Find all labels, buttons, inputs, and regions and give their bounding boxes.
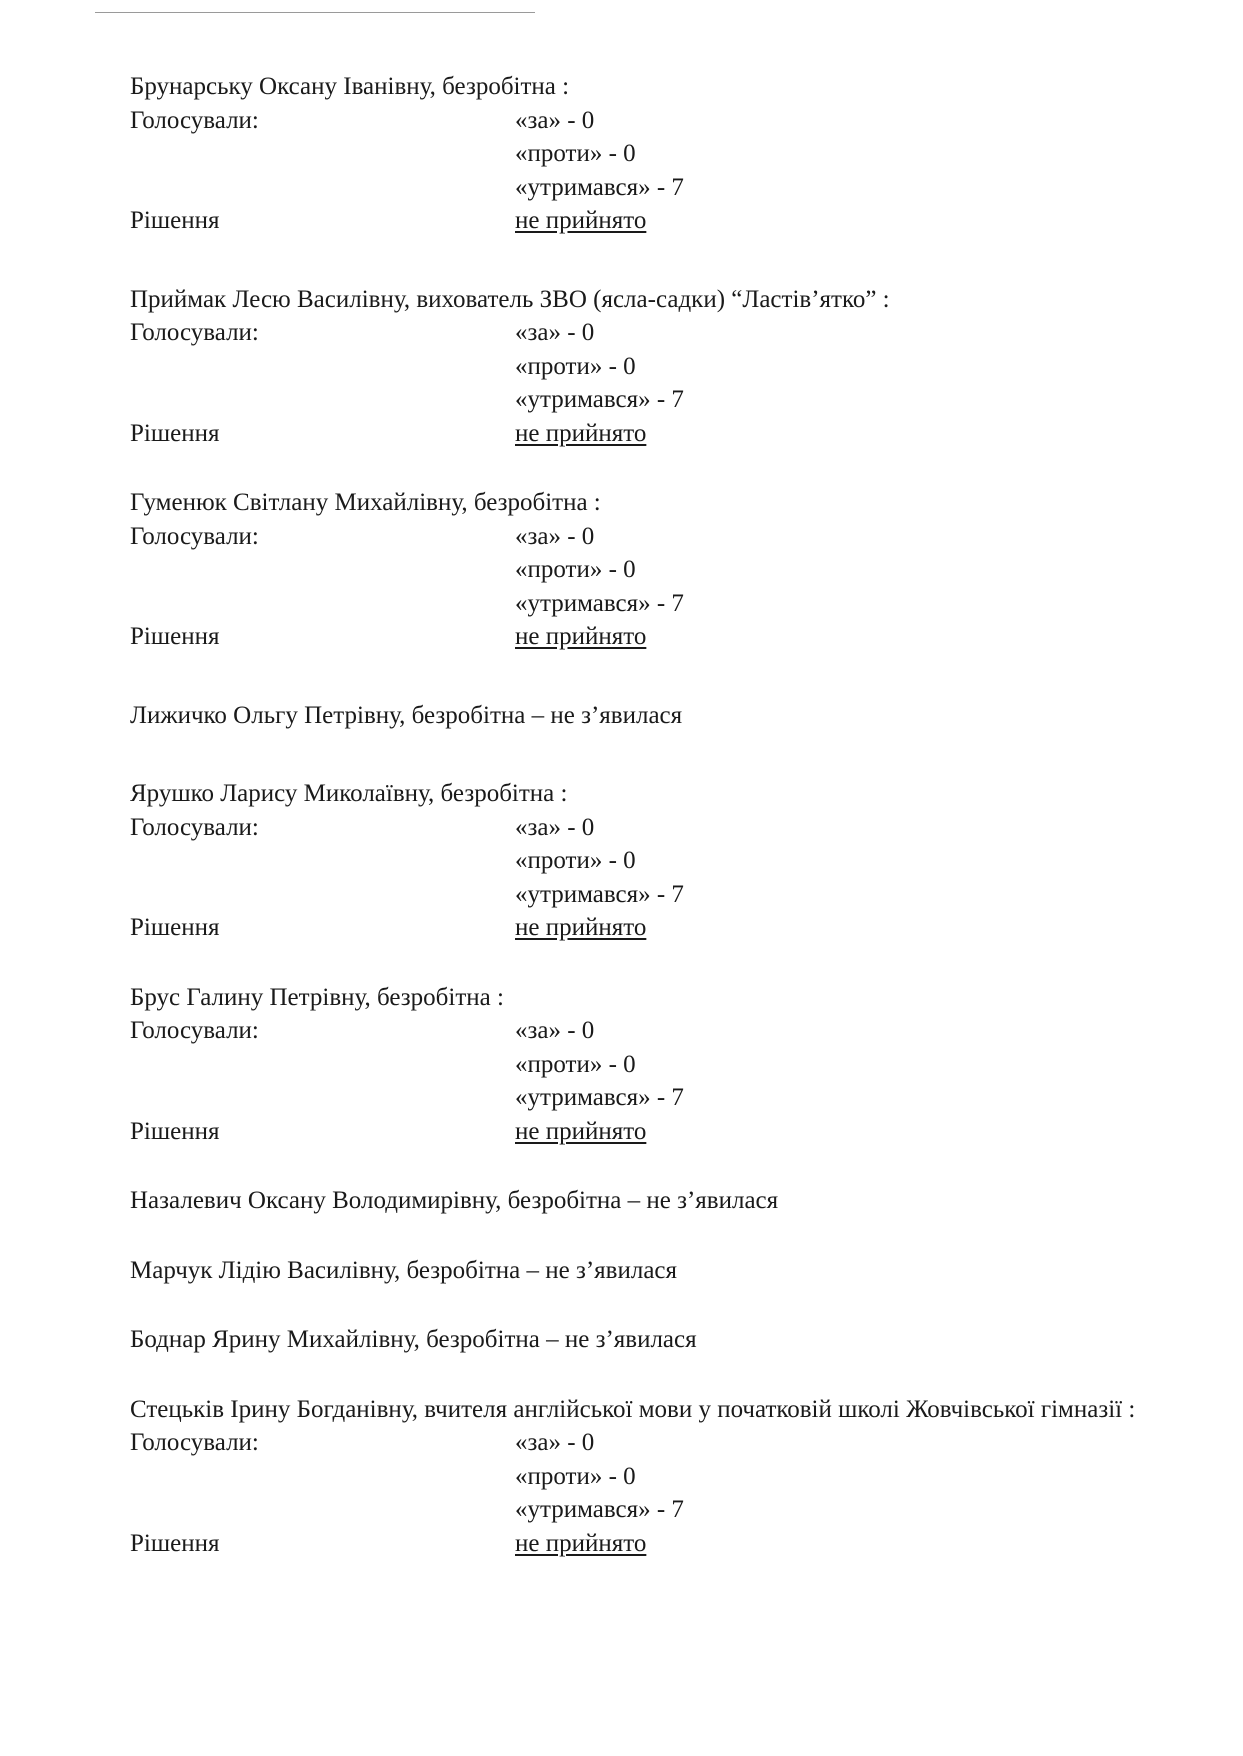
candidate-entry [130,70,1190,238]
document-body [130,70,1190,1560]
decision-value: не прийнято [515,1529,647,1557]
decision-label: Рішення [130,419,220,447]
candidate-name: Лижичко Ольгу Петрівну, безробітна – не з’явилася [130,701,683,729]
voted-label: Голосували: [130,1017,259,1044]
vote-against: «проти» - 0 [515,847,636,874]
candidate-name: Гуменюк Світлану Михайлівну, безробітна : [130,489,601,516]
decision-label: Рішення [130,914,220,941]
vote-abstain: «утримався» - 7 [515,589,684,617]
candidate-entry [130,1184,1190,1218]
vote-for: «за» - 0 [515,813,595,841]
candidate-name: Брунарську Оксану Іванівну, безробітна : [130,73,570,100]
decision-value: не прийнято [515,914,647,941]
vote-against: «проти» - 0 [515,1462,636,1490]
candidate-entry [130,1254,1190,1288]
voted-label: Голосували: [130,522,259,550]
candidate-entry [130,486,1190,654]
voted-label: Голосували: [130,319,259,346]
vote-abstain: «утримався» - 7 [515,1496,684,1523]
candidate-name: Стецьків Ірину Богданівну, вчителя англійської мови у початковій школі Жовчівської гімназії : [130,1395,1136,1423]
candidate-name: Брус Галину Петрівну, безробітна : [130,983,504,1011]
decision-label: Рішення [130,623,220,650]
candidate-name: Назалевич Оксану Володимирівну, безробітна – не з’явилася [130,1187,779,1214]
decision-value: не прийнято [515,623,647,650]
decision-label: Рішення [130,207,220,234]
candidate-entry [130,1323,1190,1357]
vote-against: «проти» - 0 [515,1050,636,1078]
vote-abstain: «утримався» - 7 [515,173,684,201]
decision-value: не прийнято [515,207,647,234]
decision-label: Рішення [130,1529,220,1557]
candidate-name: Приймак Лесю Василівну, вихователь ЗВО (ясла-садки) “Ластів’ятко” : [130,285,890,313]
vote-for: «за» - 0 [515,319,595,346]
vote-against: «проти» - 0 [515,556,636,583]
candidate-name: Боднар Ярину Михайлівну, безробітна – не з’явилася [130,1326,697,1353]
candidate-entry [130,1393,1190,1561]
vote-abstain: «утримався» - 7 [515,880,684,908]
candidate-name: Ярушко Ларису Миколаївну, безробітна : [130,780,568,807]
vote-for: «за» - 0 [515,522,595,550]
vote-abstain: «утримався» - 7 [515,386,684,413]
decision-value: не прийнято [515,1117,647,1145]
scan-top-line [95,12,535,13]
vote-for: «за» - 0 [515,1429,595,1456]
vote-against: «проти» - 0 [515,140,636,167]
voted-label: Голосували: [130,1429,259,1456]
decision-value: не прийнято [515,419,647,447]
vote-for: «за» - 0 [515,106,595,134]
candidate-entry [130,981,1190,1149]
decision-label: Рішення [130,1117,220,1145]
vote-abstain: «утримався» - 7 [515,1084,684,1111]
vote-against: «проти» - 0 [515,352,636,380]
candidate-name: Марчук Лідію Василівну, безробітна – не з’явилася [130,1256,678,1284]
voted-label: Голосували: [130,813,259,841]
candidate-entry [130,777,1190,945]
voted-label: Голосували: [130,106,259,134]
candidate-entry [130,699,1190,733]
candidate-entry [130,283,1190,451]
vote-for: «за» - 0 [515,1017,595,1044]
